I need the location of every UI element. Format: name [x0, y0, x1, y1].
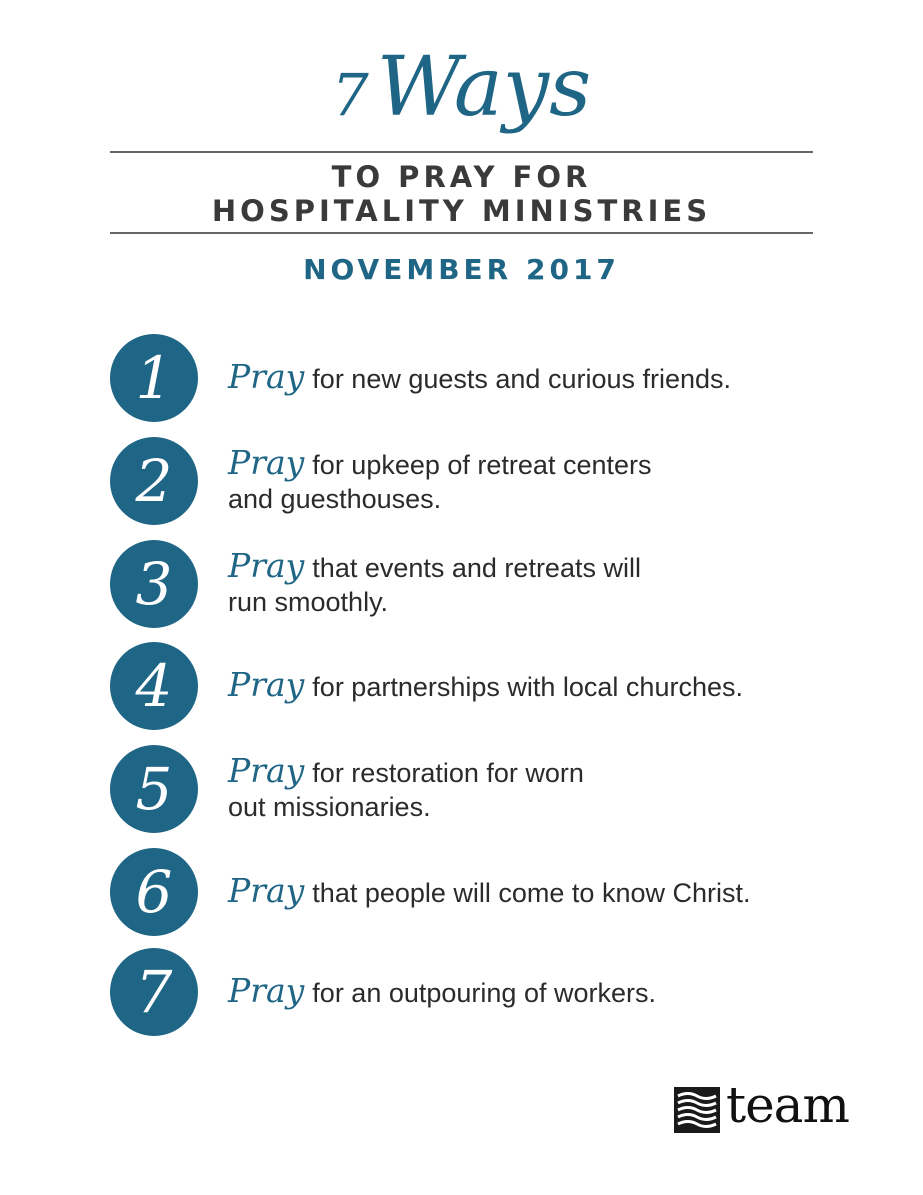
date-heading: NOVEMBER 2017: [303, 253, 620, 286]
item-line-2: out missionaries.: [228, 792, 431, 822]
number-badge: 2: [110, 437, 198, 525]
title-word: Ways: [376, 40, 592, 135]
item-text: [228, 443, 652, 516]
pray-lead: Pray: [228, 871, 305, 910]
list-item: [110, 745, 830, 835]
number-badge: 5: [110, 745, 198, 833]
pray-lead: Pray: [228, 665, 305, 704]
item-text: [228, 971, 656, 1010]
item-line-1: for upkeep of retreat centers: [312, 450, 652, 480]
item-line-1: that people will come to know Christ.: [312, 878, 751, 908]
pray-lead: Pray: [228, 971, 305, 1010]
top-divider: [110, 151, 813, 153]
team-logo: [674, 1076, 864, 1135]
list-item: [110, 334, 830, 424]
pray-lead: Pray: [228, 443, 305, 482]
item-line-2: and guesthouses.: [228, 484, 442, 514]
pray-lead: Pray: [228, 357, 305, 396]
item-text: [228, 665, 743, 704]
list-item: [110, 848, 830, 938]
list-item: [110, 540, 830, 630]
item-line-2: run smoothly.: [228, 587, 389, 617]
list-item: [110, 948, 830, 1038]
item-text: [228, 751, 584, 824]
list-item: [110, 437, 830, 527]
subtitle-line-2: HOSPITALITY MINISTRIES: [211, 194, 712, 228]
pray-lead: Pray: [228, 751, 305, 790]
item-text: [228, 871, 751, 910]
page-title: [0, 40, 923, 140]
team-logo-text: team: [726, 1076, 849, 1134]
number-badge: 3: [110, 540, 198, 628]
number-badge: 7: [110, 948, 198, 1036]
item-line-1: for an outpouring of workers.: [312, 978, 656, 1008]
team-logo-icon: [674, 1087, 720, 1133]
item-text: [228, 357, 732, 396]
item-line-1: that events and retreats will: [312, 553, 641, 583]
number-badge: 6: [110, 848, 198, 936]
title-number: 7: [331, 61, 373, 129]
item-line-1: for new guests and curious friends.: [312, 364, 732, 394]
item-line-1: for partnerships with local churches.: [312, 672, 743, 702]
item-text: [228, 546, 641, 619]
item-line-1: for restoration for worn: [312, 758, 584, 788]
bottom-divider: [110, 232, 813, 234]
pray-lead: Pray: [228, 546, 305, 585]
number-badge: 1: [110, 334, 198, 422]
number-badge: 4: [110, 642, 198, 730]
subtitle-line-1: TO PRAY FOR: [331, 160, 592, 194]
list-item: [110, 642, 830, 732]
